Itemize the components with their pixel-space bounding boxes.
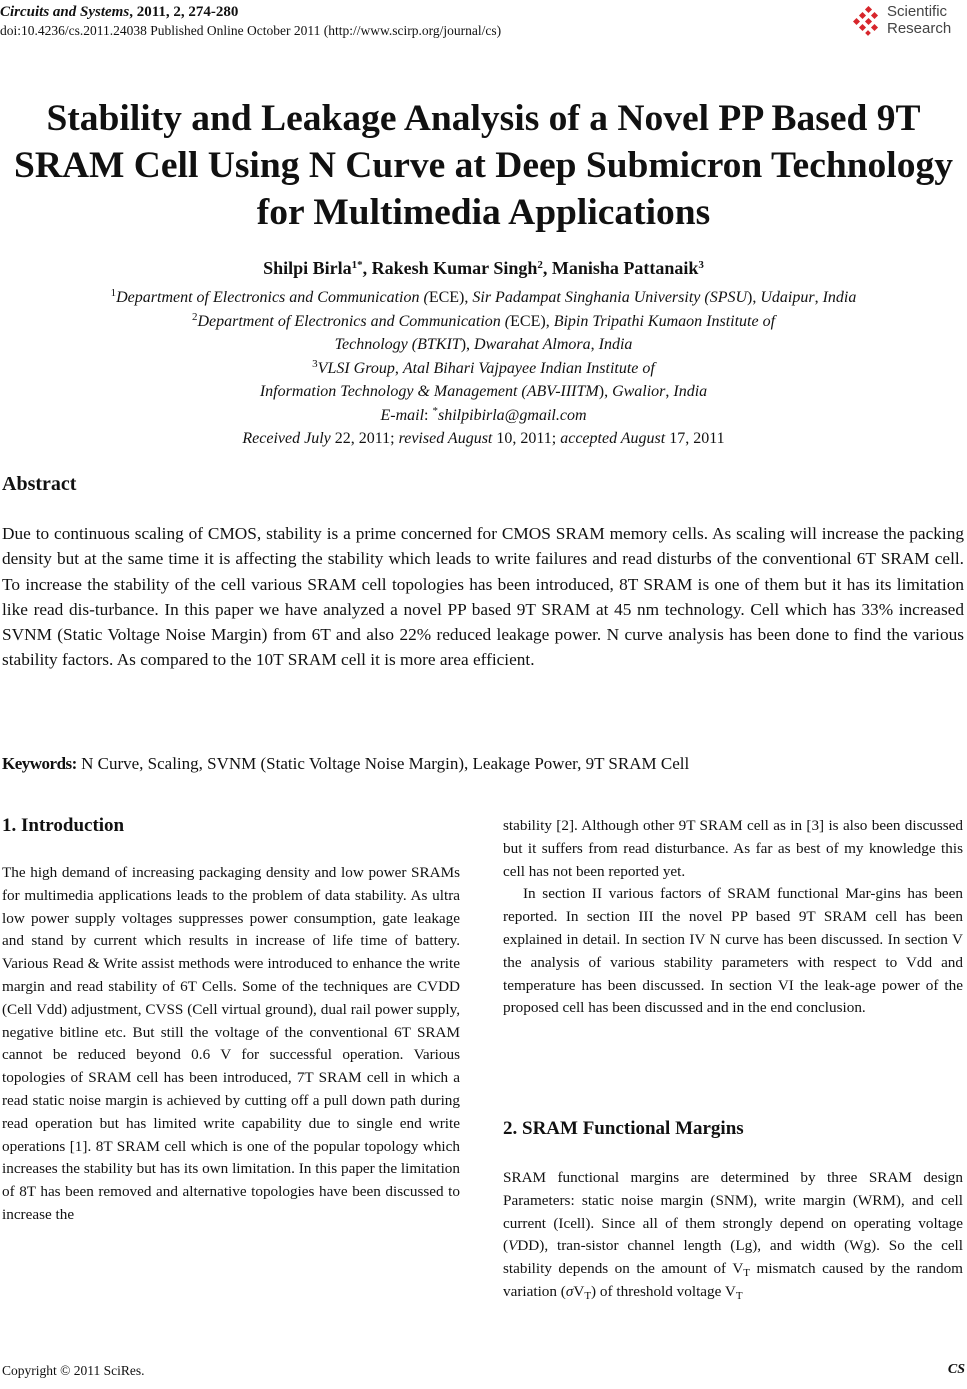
affiliation-text: BTKIT xyxy=(417,336,461,353)
affiliation-line xyxy=(0,286,967,310)
keywords-label: Keywords: xyxy=(2,754,77,773)
affiliation-text: Sir Padampat Singhania University ( xyxy=(472,289,710,306)
journal-name: Circuits and Systems xyxy=(0,4,130,20)
footer-copyright: Copyright © 2011 SciRes. xyxy=(2,1363,145,1378)
text-run: mismatch caused by the random variation ( xyxy=(503,1260,963,1300)
volume-info: , 2011, 2, 274-280 xyxy=(129,4,239,20)
footer-journal-abbrev: CS xyxy=(947,1362,965,1377)
date-text: 10, 2011; xyxy=(492,430,561,447)
author-3: Manisha Pattanaik xyxy=(551,258,699,278)
paper-title xyxy=(0,95,967,236)
text-run: V xyxy=(508,1237,518,1255)
affiliation-text: Information Technology & Management ( xyxy=(259,383,527,400)
logo-line-1: Scientific xyxy=(887,3,948,20)
affiliation-text: ), xyxy=(459,289,473,306)
date-text: revised August xyxy=(398,430,493,447)
date-text: 17, 2011 xyxy=(665,430,725,447)
affiliation-text: ABV-IIITM xyxy=(526,383,599,400)
affiliation-text: , xyxy=(590,336,599,353)
affiliation-text: Atal Bihari Vajpayee Indian Institute of xyxy=(402,359,655,377)
affiliations xyxy=(0,286,967,451)
affiliation-text: Dwarahat Almora xyxy=(474,336,591,353)
author-separator: , xyxy=(362,258,372,278)
affiliation-line xyxy=(0,380,967,404)
author-1: Shilpi Birla xyxy=(263,258,352,278)
text-run: DD), tran-sistor channel length (Lg), and width (Wg). So the cell stability depends on the amount of V xyxy=(503,1237,963,1278)
author-3-mark: 3 xyxy=(698,259,704,271)
running-header xyxy=(0,3,501,40)
paragraph xyxy=(503,1167,963,1304)
affiliation-line xyxy=(0,333,967,357)
text-run: V xyxy=(573,1282,585,1300)
doi-line: doi:10.4236/cs.2011.24038 Published Online October 2011 (http://www.scirp.org/journal/cs) xyxy=(0,23,502,38)
section-heading-introduction: 1. Introduction xyxy=(2,815,125,836)
subscript: T xyxy=(584,1289,592,1302)
affiliation-mark: 1 xyxy=(110,287,117,299)
affiliation-text: ), xyxy=(540,312,554,330)
section-heading-functional-margins: 2. SRAM Functional Margins xyxy=(503,1118,744,1139)
email-label: E-mail xyxy=(380,406,425,424)
logo-line-2: Research xyxy=(887,20,952,37)
email-label: : xyxy=(424,406,433,424)
author-separator: , xyxy=(542,258,552,278)
text-run: σ xyxy=(565,1282,574,1300)
affiliation-text: VLSI Group xyxy=(317,359,395,377)
title-line-1: Stability and Leakage Analysis of a Novel PP Based 9T xyxy=(46,98,921,139)
email-address: shilpibirla@gmail.com xyxy=(438,406,587,424)
received-dates xyxy=(0,427,967,451)
date-text: accepted August xyxy=(560,430,666,447)
author-2-mark: 2 xyxy=(537,259,543,271)
keywords-text: N Curve, Scaling, SVNM (Static Voltage Noise Margin), Leakage Power, 9T SRAM Cell xyxy=(76,754,690,773)
paragraph: stability [2]. Although other 9T SRAM cell as in [3] is also been discussed but it suffers from read disturbance. As far as best of my knowledge this cell has not been reported yet. xyxy=(503,817,963,880)
subscript: T xyxy=(735,1289,743,1302)
abstract-heading: Abstract xyxy=(2,473,77,495)
affiliation-text: ), xyxy=(460,336,475,353)
affiliation-text: SPSU xyxy=(709,289,748,306)
date-text: 22, 2011; xyxy=(330,430,399,447)
affiliation-text: Gwalior xyxy=(612,383,666,400)
date-text: Received July xyxy=(242,430,331,447)
author-1-mark: 1* xyxy=(351,259,363,271)
publisher-logo xyxy=(853,2,965,44)
keywords xyxy=(2,754,689,774)
affiliation-text: , xyxy=(665,383,674,400)
subscript: T xyxy=(743,1267,751,1280)
paragraph: In section II various factors of SRAM functional Mar-gins has been reported. In section III the novel PP based 9T SRAM cell has been explained in detail. In section IV N curve has been discussed. In section V the analysis of various stability parameters with respect to Vdd and temperature has been discussed. In section VI the leak-age power of the proposed cell has been discussed and in the end conclusion. xyxy=(503,885,963,1017)
title-line-2: SRAM Cell Using N Curve at Deep Submicron Technology xyxy=(14,145,953,186)
affiliation-line xyxy=(0,310,967,334)
affiliation-text: India xyxy=(598,336,633,353)
abstract-text: Due to continuous scaling of CMOS, stability is a prime concerned for CMOS SRAM memory cells. As scaling will increase the packing density but at the same time it is affecting the stability which leads to write failures and read disturbs of the conventional 6T SRAM cell. To increase the stability of the cell various SRAM cell topologies has been introduced, 8T SRAM is one of them but it has its limitation like read dis-turbance. In this paper we have analyzed a novel PP based 9T SRAM at 45 nm technology. Cell which has 33% increased SVNM (Static Voltage Noise Margin) from 6T and also 22% reduced leakage power. N curve analysis has been done to find the various stability factors. As compared to the 10T SRAM cell it is more area efficient. xyxy=(2,524,964,670)
author-2: Rakesh Kumar Singh xyxy=(371,258,538,278)
text-run: ) of threshold voltage V xyxy=(591,1282,736,1300)
scientific-research-logo-icon xyxy=(853,6,883,36)
email-mark: * xyxy=(432,404,438,417)
affiliation-text: Technology ( xyxy=(334,336,418,353)
affiliation-line xyxy=(0,357,967,381)
affiliation-text: ), xyxy=(598,383,613,400)
right-column xyxy=(503,815,963,1020)
logo-wordmark xyxy=(887,3,951,37)
affiliation-text: India xyxy=(673,383,708,400)
affiliation-text: Department of Electronics and Communication ( xyxy=(116,289,429,306)
affiliation-text: Department of Electronics and Communication ( xyxy=(197,312,511,330)
author-list xyxy=(0,258,967,279)
affiliation-text: ), xyxy=(747,289,761,306)
affiliation-text: ECE xyxy=(428,289,460,306)
affiliation-text: Udaipur xyxy=(760,289,815,306)
title-line-3: for Multimedia Applications xyxy=(256,192,711,233)
affiliation-text: Bipin Tripathi Kumaon Institute of xyxy=(553,312,776,330)
affiliation-text: , xyxy=(814,289,823,306)
affiliation-text: ECE xyxy=(510,312,541,330)
affiliation-mark: 2 xyxy=(191,310,198,323)
email-line xyxy=(0,404,967,428)
text-run: SRAM functional margins are determined by three SRAM design Parameters: static noise margin (SNM), write margin (WRM), and cell current (Icell). Since all of them strongly depend on operating voltage ( xyxy=(503,1169,963,1255)
paragraph: The high demand of increasing packaging density and low power SRAMs for multimedia applications leads to the problem of data stability. As ultra low power supply voltages suppresses power consumption, gate leakage and stand by current which results in increase of life time of battery. Various Read & Write assist methods were introduced to enhance the write margin and read stability of 6T Cells. Some of the techniques are CVDD (Cell Vdd) adjustment, CVSS (Cell virtual ground), dual rail power supply, negative bitline etc. But still the voltage of the conventional 6T SRAM cannot be reduced beyond 0.6 V for successful operation. Various topologies of SRAM cell has been introduced, 7T SRAM cell in which a read static noise margin is achieved by cutting off a pull down path during read operation but has limited write capability due to single end write operations [1]. 8T SRAM cell which is one of the popular topology which increases the stability but has its own limitation. In this paper the limitation of 8T has been removed and alternative topologies have been discussed to increase the xyxy=(2,864,460,1223)
left-column xyxy=(2,862,460,1227)
affiliation-text: , xyxy=(394,359,403,377)
journal-citation xyxy=(0,3,501,22)
section-2-text xyxy=(503,1167,963,1304)
affiliation-mark: 3 xyxy=(312,357,318,370)
affiliation-text: India xyxy=(822,289,857,306)
